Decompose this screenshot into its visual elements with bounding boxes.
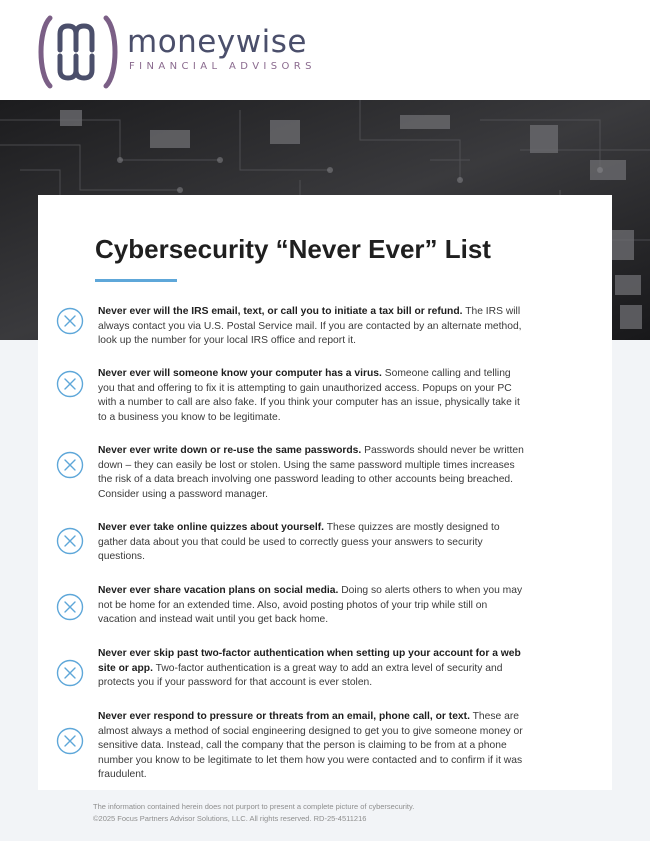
brand-name: moneywise <box>127 24 307 60</box>
footer-copyright: ©2025 Focus Partners Advisor Solutions, LLC. All rights reserved. RD-25-4511216 <box>93 814 367 823</box>
item-text <box>98 710 526 783</box>
item-heading: Never ever write down or re-use the same passwords. <box>98 445 362 456</box>
page-header <box>0 0 650 100</box>
item-heading: Never ever will the IRS email, text, or call you to initiate a tax bill or refund. <box>98 306 463 317</box>
item-text <box>98 444 526 502</box>
x-circle-icon <box>56 727 84 755</box>
item-heading: Never ever share vacation plans on social media. <box>98 585 339 596</box>
item-body: These quizzes are mostly designed to gather data about you that could be used to correctly guess your answers to security questions. <box>98 522 500 562</box>
item-text <box>98 521 526 565</box>
moneywise-logo-icon <box>36 14 120 90</box>
x-circle-icon <box>56 527 84 555</box>
item-body: These are almost always a method of social engineering designed to get you to give someone money or sensitive data. Instead, call the company that the person is claiming to be from at a phone number you know to be legitimate to let them how you were contacted and to confirm if it was fraudulent. <box>98 711 523 780</box>
page-footer <box>93 801 613 825</box>
item-body: The IRS will always contact you via U.S. Postal Service mail. If you are contacted by an alternate method, look up the number for your local IRS office and report it. <box>98 306 522 346</box>
x-circle-icon <box>56 307 84 335</box>
item-text <box>98 647 526 691</box>
item-heading: Never ever respond to pressure or threats from an email, phone call, or text. <box>98 711 470 722</box>
item-text <box>98 367 526 425</box>
item-text <box>98 305 526 349</box>
title-underline <box>95 279 177 282</box>
item-body: Doing so alerts others to when you may not be home for an extended time. Also, avoid posting photos of your trip while still on vacation and instead wait until you get back home. <box>98 585 523 625</box>
item-heading: Never ever will someone know your computer has a virus. <box>98 368 382 379</box>
page-title: Cybersecurity “Never Ever” List <box>95 234 491 264</box>
brand-subtitle: FINANCIAL ADVISORS <box>129 61 316 72</box>
x-circle-icon <box>56 451 84 479</box>
item-heading: Never ever skip past two-factor authentication when setting up your account for a web site or app. <box>98 648 521 674</box>
item-heading: Never ever take online quizzes about yourself. <box>98 522 325 533</box>
item-body: Two-factor authentication is a great way to add an extra level of security and protects you if your password for that account is ever stolen. <box>98 662 503 688</box>
footer-disclaimer: The information contained herein does not purport to present a complete picture of cybersecurity. <box>93 802 415 811</box>
x-circle-icon <box>56 370 84 398</box>
x-circle-icon <box>56 659 84 687</box>
item-body: Someone calling and telling you that and offering to fix it is attempting to gain unauthorized access. Popups on your PC with a number to call are also fake. If you think your computer has an issue, physically take it to a business you know to be legitimate. <box>98 368 520 423</box>
item-body: Passwords should never be written down – they can easily be lost or stolen. Using the same password multiple times increases the risk of a data breach involving one password leading to other accounts being breached. Consider using a password manager. <box>98 445 524 500</box>
x-circle-icon <box>56 593 84 621</box>
item-text <box>98 584 526 628</box>
